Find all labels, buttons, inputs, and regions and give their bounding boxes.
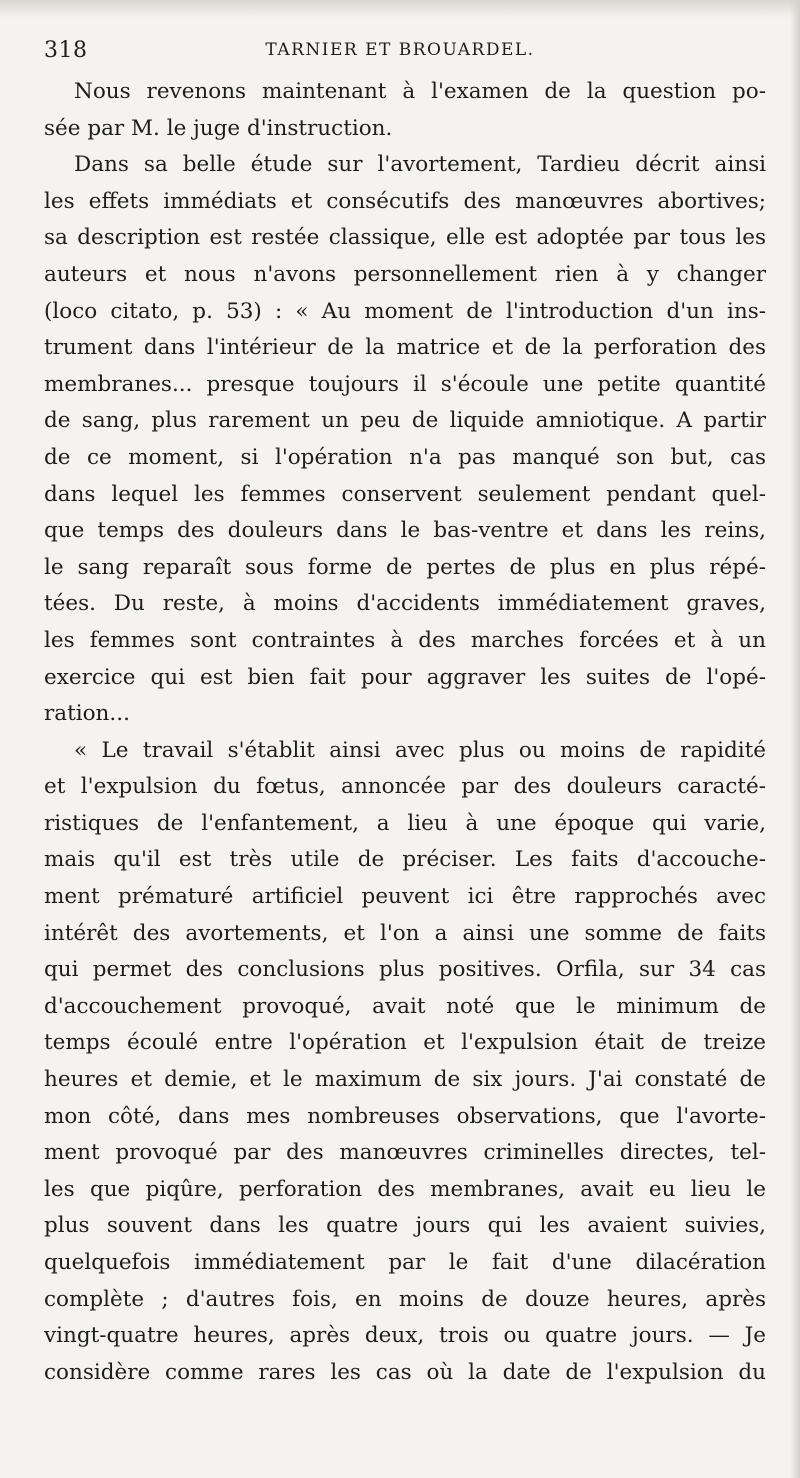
- text-line: sa description est restée classique, elle est adoptée par tous les: [44, 225, 766, 251]
- page-top-shadow: [0, 0, 800, 18]
- text-line: membranes... presque toujours il s'écoule une petite quantité: [44, 371, 766, 397]
- text-line: plus souvent dans les quatre jours qui les avaient suivies,: [44, 1213, 766, 1239]
- text-line: d'accouchement provoqué, avait noté que le minimum de: [44, 993, 766, 1019]
- text-line: vingt-quatre heures, après deux, trois ou quatre jours. — Je: [44, 1323, 766, 1349]
- text-line: ment provoqué par des manœuvres criminelles directes, tel-: [44, 1140, 766, 1166]
- text-line: les effets immédiats et consécutifs des manœuvres abortives;: [44, 188, 766, 214]
- text-line: les que piqûre, perforation des membranes, avait eu lieu le: [44, 1176, 766, 1202]
- text-line: temps écoulé entre l'opération et l'expulsion était de treize: [44, 1030, 766, 1056]
- text-line: le sang reparaît sous forme de pertes de plus en plus répé-: [44, 554, 766, 580]
- text-line: sée par M. le juge d'instruction.: [44, 115, 393, 141]
- text-line: complète ; d'autres fois, en moins de douze heures, après: [44, 1286, 766, 1312]
- text-line: considère comme rares les cas où la date de l'expulsion du: [44, 1359, 766, 1385]
- page-number: 318: [44, 38, 88, 63]
- running-title: TARNIER ET BROUARDEL.: [265, 40, 535, 60]
- text-line: ment prématuré artificiel peuvent ici être rapprochés avec: [44, 884, 766, 910]
- text-line: exercice qui est bien fait pour aggraver les suites de l'opé-: [44, 664, 766, 690]
- text-line: ration...: [44, 701, 130, 727]
- text-line: tées. Du reste, à moins d'accidents immédiatement graves,: [44, 591, 766, 617]
- text-line: dans lequel les femmes conservent seulement pendant quel-: [44, 481, 766, 507]
- text-line: quelquefois immédiatement par le fait d'une dilacération: [44, 1250, 766, 1275]
- text-line: « Le travail s'établit ainsi avec plus ou moins de rapidité: [74, 737, 766, 763]
- text-line: mon côté, dans mes nombreuses observations, que l'avorte-: [44, 1103, 766, 1129]
- text-line: qui permet des conclusions plus positives. Orfila, sur 34 cas: [44, 957, 766, 983]
- text-line: de ce moment, si l'opération n'a pas manqué son but, cas: [44, 444, 766, 470]
- text-line: trument dans l'intérieur de la matrice et de la perforation des: [44, 335, 766, 361]
- text-line: heures et demie, et le maximum de six jours. J'ai constaté de: [44, 1067, 766, 1093]
- text-line: Nous revenons maintenant à l'examen de la question po-: [74, 79, 766, 104]
- text-line: que temps des douleurs dans le bas-ventre et dans les reins,: [44, 518, 766, 544]
- text-line: les femmes sont contraintes à des marches forcées et à un: [44, 627, 766, 653]
- text-line: ristiques de l'enfantement, a lieu à une époque qui varie,: [44, 810, 766, 836]
- text-line: intérêt des avortements, et l'on a ainsi une somme de faits: [44, 920, 766, 946]
- text-line: Dans sa belle étude sur l'avortement, Tardieu décrit ainsi: [74, 152, 766, 178]
- page-header: [44, 38, 756, 68]
- text-line: mais qu'il est très utile de préciser. Les faits d'accouche-: [44, 847, 766, 873]
- text-line: et l'expulsion du fœtus, annoncée par des douleurs caracté-: [44, 774, 766, 800]
- text-line: (loco citato, p. 53) : « Au moment de l'introduction d'un ins-: [44, 298, 766, 324]
- page-edge-shadow: [790, 0, 800, 1478]
- body-text: [44, 74, 766, 1391]
- text-line: auteurs et nous n'avons personnellement rien à y changer: [44, 261, 766, 287]
- text-line: de sang, plus rarement un peu de liquide amniotique. A partir: [44, 408, 766, 434]
